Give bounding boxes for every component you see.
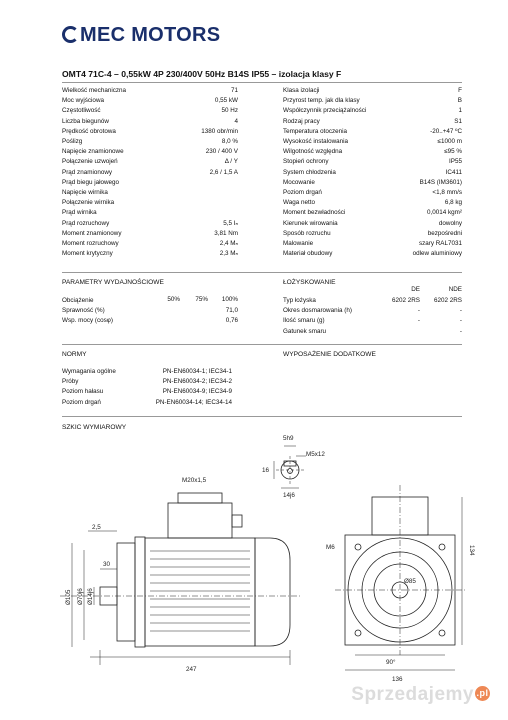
performance-heading: PARAMETRY WYDAJNOŚCIOWE [62,279,164,286]
spec-row [62,249,238,259]
spec-row [283,198,462,208]
watermark [351,684,490,706]
row-value: PN-EN60034-14; IEC34-14 [155,398,232,406]
standards-heading: NORMY [62,351,87,358]
spec-row [62,96,238,106]
spec-label: Prąd biegu jałowego [62,178,120,186]
spec-value: 71 [230,87,238,94]
spec-row [62,178,238,188]
spec-row [62,86,238,96]
table-cell: 0,76 [225,317,238,325]
column-header: 100% [221,296,238,303]
spec-row [283,106,462,116]
title-divider [62,82,462,83]
spec-value: IC411 [445,168,462,176]
dim-length: 247 [186,666,197,673]
row-label: Próby [62,378,79,386]
spec-value: 2,3 Mₙ [219,250,238,258]
dim-height: 134 [468,545,475,556]
spec-label: Połączenie uzwojeń [62,158,118,166]
spec-row [62,117,238,127]
spec-label: Mocowanie [283,178,315,186]
spec-value: Δ / Y [224,158,238,166]
spec-label: Moment krytyczny [62,250,113,258]
table-cell: 6202 2RS [391,297,420,304]
spec-label: Stopień ochrony [283,158,329,166]
spec-value: -20..+47 ºC [430,127,462,135]
table-row [283,327,462,337]
table-row [283,306,462,316]
spec-label: Kierunek wirowania [283,219,338,227]
dim-d3: Ø14j6 [87,588,94,605]
norms-divider [62,416,462,417]
motor-front-view [335,485,465,670]
dim-angle: 90° [386,659,396,666]
spec-label: Materiał obudowy [283,250,333,258]
spec-value: <1,8 mm/s [432,189,462,196]
spec-value: 0,55 kW [214,97,238,105]
dim-width: 136 [392,676,403,683]
accessories-heading: WYPOSAŻENIE DODATKOWE [283,351,376,358]
spec-label: Temperatura otoczenia [283,127,348,135]
table-cell: - [417,307,420,315]
spec-label: Moment rozruchowy [62,240,119,247]
perf-divider [62,344,462,345]
spec-row [62,229,238,239]
spec-row [283,96,462,106]
dim-m6: M6 [326,544,335,551]
spec-row [283,137,462,147]
spec-label: Poślizg [62,138,83,145]
spec-row [62,127,238,137]
spec-label: Malowanie [283,240,314,247]
table-cell: - [459,327,462,335]
logo-o-icon [62,26,79,43]
table-row [62,316,238,326]
dim-cable-gland: M20x1,5 [182,477,207,484]
table-cell: - [417,317,420,325]
spec-row [283,168,462,178]
row-label: Ilość smaru (g) [283,317,325,325]
spec-label: Prąd wirnika [62,209,97,217]
spec-row [283,86,462,96]
brand-logo [62,24,220,47]
table-row [283,296,462,306]
drawing-heading: SZKIC WYMIAROWY [62,424,127,431]
spec-value: 3,81 Nm [214,229,238,237]
table-row [283,316,462,326]
spec-value: 2,4 Mₙ [219,240,238,247]
spec-value: odlew aluminiowy [412,250,462,258]
spec-row [62,106,238,116]
table-row [62,387,232,397]
spec-label: Połączenie wirnika [62,199,115,207]
logo-text: MEC MOTORS [80,24,221,46]
dim-key-height: 16 [262,467,270,474]
spec-label: Moment znamionowy [62,229,122,237]
bearings-table [283,286,462,336]
table-row [62,306,238,316]
spec-row [62,137,238,147]
spec-value: 6,8 kg [444,199,462,207]
row-label: Obciążenie [62,297,94,304]
spec-table-right [283,86,462,262]
spec-value: 2,6 / 1,5 A [209,168,238,176]
spec-row [283,219,462,229]
standards-table [62,367,232,409]
dim-keyway: 5h9 [283,435,294,442]
spec-label: Napięcie wirnika [62,189,108,196]
motor-side-view [60,493,300,665]
spec-value: 5,5 Iₙ [223,219,238,227]
spec-value: B [457,97,462,105]
spec-value: 1380 obr/min [201,127,238,135]
spec-label: Częstotliwość [62,107,101,115]
table-row [62,296,238,306]
bearings-heading: ŁOŻYSKOWANIE [283,279,336,286]
spec-label: Moment bezwładności [283,209,346,217]
shaft-end-detail [274,446,306,488]
row-label: Okres dosmarowania (h) [283,307,352,315]
spec-value: B14S (IM3601) [419,178,462,186]
row-value: PN-EN60034-2; IEC34-2 [162,378,232,386]
column-header: 75% [195,296,208,303]
spec-label: System chłodzenia [283,168,336,176]
spec-value: F [458,87,462,94]
table-cell: - [459,317,462,325]
spec-row [283,188,462,198]
column-header: 50% [167,296,180,303]
spec-label: Prąd znamionowy [62,168,113,176]
spec-value: 1 [458,107,462,115]
spec-label: Poziom drgań [283,189,322,196]
dim-shaft-len: 30 [103,561,111,568]
spec-row [62,208,238,218]
spec-label: Przyrost temp. jak dla klasy [283,97,360,105]
dimension-drawing [0,425,508,720]
dim-key-width: 14j6 [283,492,295,499]
row-label: Poziom drgań [62,398,101,406]
spec-value: IP55 [449,158,462,166]
table-cell: 71,0 [225,307,238,315]
spec-label: Współczynnik przeciążalności [283,107,367,115]
spec-label: Wielkość mechaniczna [62,87,127,94]
spec-value: 0,0014 kgm² [426,209,462,217]
spec-label: Napięcie znamionowe [62,148,124,156]
table-row [62,367,232,377]
spec-label: Waga netto [283,199,315,207]
watermark-text: Sprzedajemy [351,684,474,705]
spec-label: Sposób rozruchu [283,229,331,237]
spec-row [283,178,462,188]
spec-row [283,147,462,157]
spec-row [283,208,462,218]
specs-divider [62,272,462,273]
row-value: PN-EN60034-1; IEC34-1 [162,368,232,375]
table-cell: 6202 2RS [433,297,462,304]
row-label: Wsp. mocy (cosφ) [62,317,113,325]
spec-row [62,219,238,229]
dim-pcd: Ø85 [404,578,416,585]
spec-label: Moc wyjściowa [62,97,104,105]
watermark-suffix: .pl [475,686,490,701]
spec-row [62,188,238,198]
row-label: Wymagania ogólne [62,368,116,375]
column-header: NDE [448,286,462,293]
dim-d1: Ø105 [65,589,72,605]
spec-row [283,239,462,249]
spec-value: 50 Hz [221,107,238,115]
spec-row [62,198,238,208]
spec-label: Prąd rozruchowy [62,219,110,227]
dim-thread-top: M5x12 [306,451,325,458]
spec-row [283,117,462,127]
spec-row [283,157,462,167]
spec-value: ≤1000 m [437,138,462,145]
spec-label: Prędkość obrotowa [62,127,116,135]
spec-label: Rodzaj pracy [283,117,320,125]
spec-row [62,157,238,167]
table-cell: - [459,307,462,315]
row-label: Sprawność (%) [62,307,105,315]
spec-value: S1 [454,117,462,125]
row-label: Typ łożyska [283,297,316,304]
spec-row [62,168,238,178]
spec-label: Liczba biegunów [62,117,109,125]
spec-value: szary RAL7031 [418,240,462,247]
spec-row [62,239,238,249]
table-row [62,398,232,408]
spec-row [62,147,238,157]
spec-value: 4 [234,117,238,125]
spec-row [283,229,462,239]
row-label: Gatunek smaru [283,327,327,335]
row-value: PN-EN60034-9; IEC34-9 [162,388,232,396]
spec-label: Klasa izolacji [283,87,320,94]
performance-table [62,296,238,330]
spec-value: 230 / 400 V [205,148,238,156]
spec-value: 8,0 % [221,138,238,145]
dim-offset: 2,5 [92,524,101,531]
spec-row [283,127,462,137]
spec-value: bezpośredni [427,229,462,237]
spec-label: Wilgotność względna [283,148,343,156]
dim-d2: Ø70j6 [77,588,84,605]
spec-value: dowolny [438,219,462,227]
spec-label: Wysokość instalowania [283,138,349,145]
table-row [62,377,232,387]
spec-row [283,249,462,259]
spec-table-left [62,86,238,262]
spec-value: ≤95 % [444,148,462,156]
document-title: OMT4 71C-4 – 0,55kW 4P 230/400V 50Hz B14S IP55 – izolacja klasy F [62,69,342,79]
row-label: Poziom hałasu [62,388,104,396]
column-header: DE [411,286,420,293]
